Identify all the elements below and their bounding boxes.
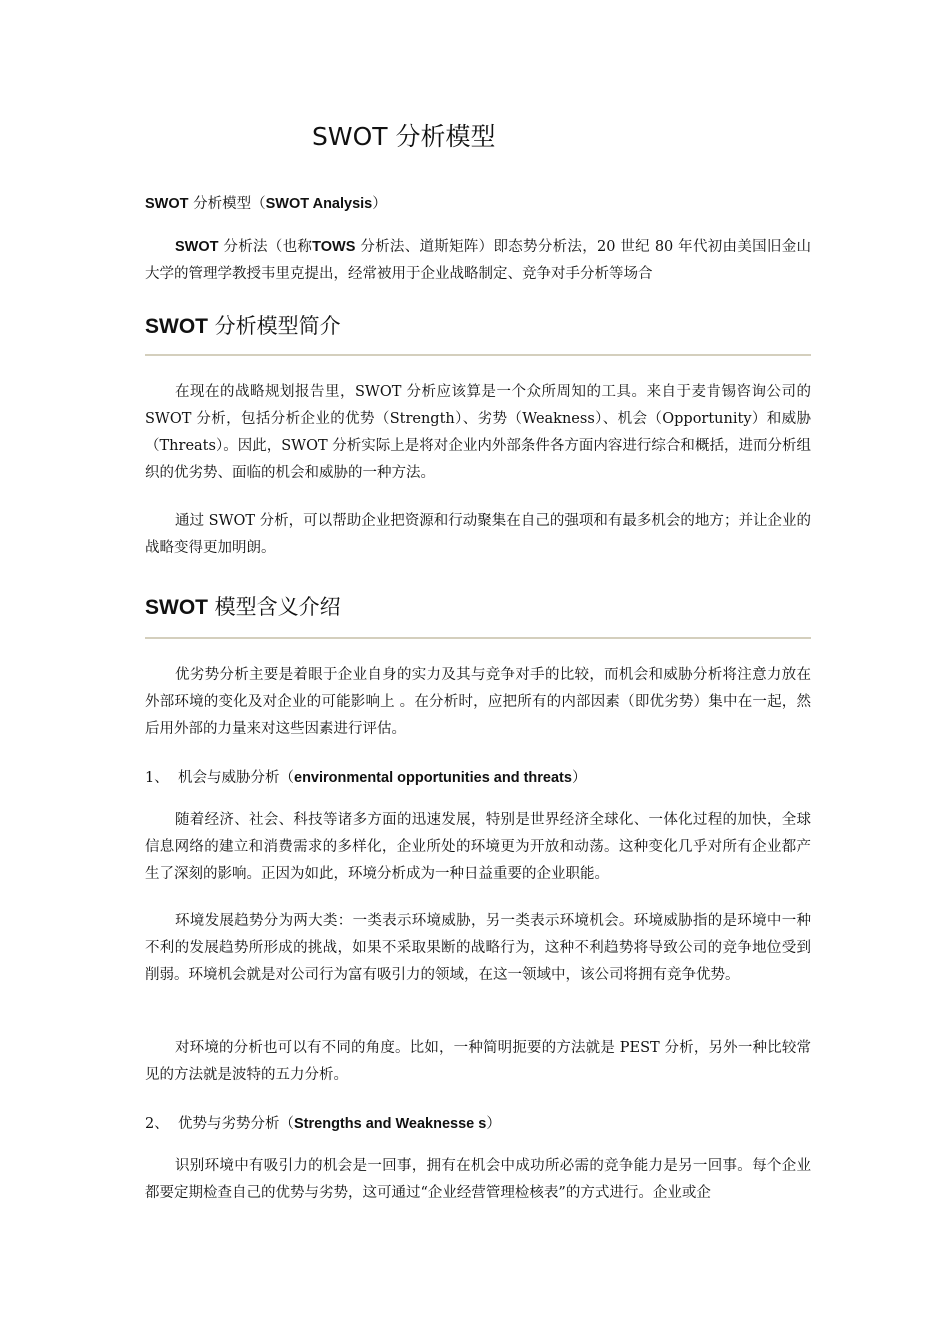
subsection-number: 1、 xyxy=(145,770,169,786)
section1-paragraph-1: 在现在的战略规划报告里，SWOT 分析应该算是一个众所周知的工具。来自于麦肯锡咨询公司的 SWOT 分析，包括分析企业的优势（Strength）、劣势（Weakness）、机会（Opportunity）和威胁（Threats）。因此，SWOT 分析实际上是将对企业内外部条件各方面内容进行综合和概括，进而分析组织的优劣势、面临的机会和威胁的一种方法。 xyxy=(145,384,811,481)
intro-paragraph xyxy=(145,234,811,288)
subsection-number: 2、 xyxy=(145,1116,169,1132)
intro-text-a: 分析法（也称 xyxy=(223,239,313,255)
subtitle-english: SWOT Analysis xyxy=(265,196,373,212)
section-heading-intro xyxy=(145,310,341,340)
subsection-label: 优势与劣势分析（ xyxy=(178,1116,294,1132)
section-heading-meaning xyxy=(145,591,341,621)
section1-heading-swot: SWOT xyxy=(145,315,208,338)
section2-heading-swot: SWOT xyxy=(145,596,208,619)
subsection-label: 机会与威胁分析（ xyxy=(178,770,294,786)
section1-heading-text: 分析模型简介 xyxy=(208,314,341,338)
subsection-end: ） xyxy=(486,1116,501,1132)
section2-paragraph-4: 对环境的分析也可以有不同的角度。比如，一种简明扼要的方法就是 PEST 分析，另外一种比较常见的方法就是波特的五力分析。 xyxy=(145,1040,811,1083)
section2-paragraph-1: 优劣势分析主要是着眼于企业自身的实力及其与竞争对手的比较，而机会和威胁分析将注意力放在外部环境的变化及对企业的可能影响上 。在分析时，应把所有的内部因素（即优劣势）集中在一起，然后用外部的力量来对这些因素进行评估。 xyxy=(145,667,811,737)
intro-swot: SWOT xyxy=(175,239,219,255)
document-title: SWOT 分析模型 xyxy=(312,122,496,151)
section2-heading-text: 模型含义介绍 xyxy=(208,595,341,619)
subtitle xyxy=(145,192,387,213)
section1-paragraph-2: 通过 SWOT 分析，可以帮助企业把资源和行动聚集在自己的强项和有最多机会的地方；并让企业的战略变得更加明朗。 xyxy=(145,513,811,556)
section2-paragraph-3: 环境发展趋势分为两大类：一类表示环境威胁，另一类表示环境机会。环境威胁指的是环境中一种不利的发展趋势所形成的挑战，如果不采取果断的战略行为，这种不利趋势将导致公司的竞争地位受到削弱。环境机会就是对公司行为富有吸引力的领域，在这一领域中，该公司将拥有竞争优势。 xyxy=(145,913,811,983)
subsection-english: Strengths and Weaknesse s xyxy=(294,1116,487,1132)
subsection-end: ） xyxy=(571,770,587,786)
subsection-heading-2 xyxy=(145,1112,501,1133)
intro-text-b: 分析法、道斯矩阵）即态势分析法，20 世纪 80 年代初由美国旧金山大学的管理学教授韦里克提出，经常被用于企业战略制定、竞争对手分析等场合 xyxy=(145,239,812,282)
subtitle-label: 分析模型（ xyxy=(193,196,266,212)
subtitle-swot: SWOT xyxy=(145,196,189,212)
intro-tows: TOWS xyxy=(312,239,356,255)
subsection-english: environmental opportunities and threats xyxy=(294,770,572,786)
section2-paragraph-5: 识别环境中有吸引力的机会是一回事，拥有在机会中成功所必需的竞争能力是另一回事。每个企业都要定期检查自己的优势与劣势，这可通过“企业经营管理检核表”的方式进行。企业或企 xyxy=(145,1158,811,1201)
section-divider xyxy=(145,354,811,356)
section-divider xyxy=(145,637,811,639)
subsection-heading-1 xyxy=(145,766,586,787)
subtitle-end: ） xyxy=(372,196,387,212)
section2-paragraph-2: 随着经济、社会、科技等诸多方面的迅速发展，特别是世界经济全球化、一体化过程的加快，全球信息网络的建立和消费需求的多样化，企业所处的环境更为开放和动荡。这种变化几乎对所有企业都产生了深刻的影响。正因为如此，环境分析成为一种日益重要的企业职能。 xyxy=(145,812,811,882)
